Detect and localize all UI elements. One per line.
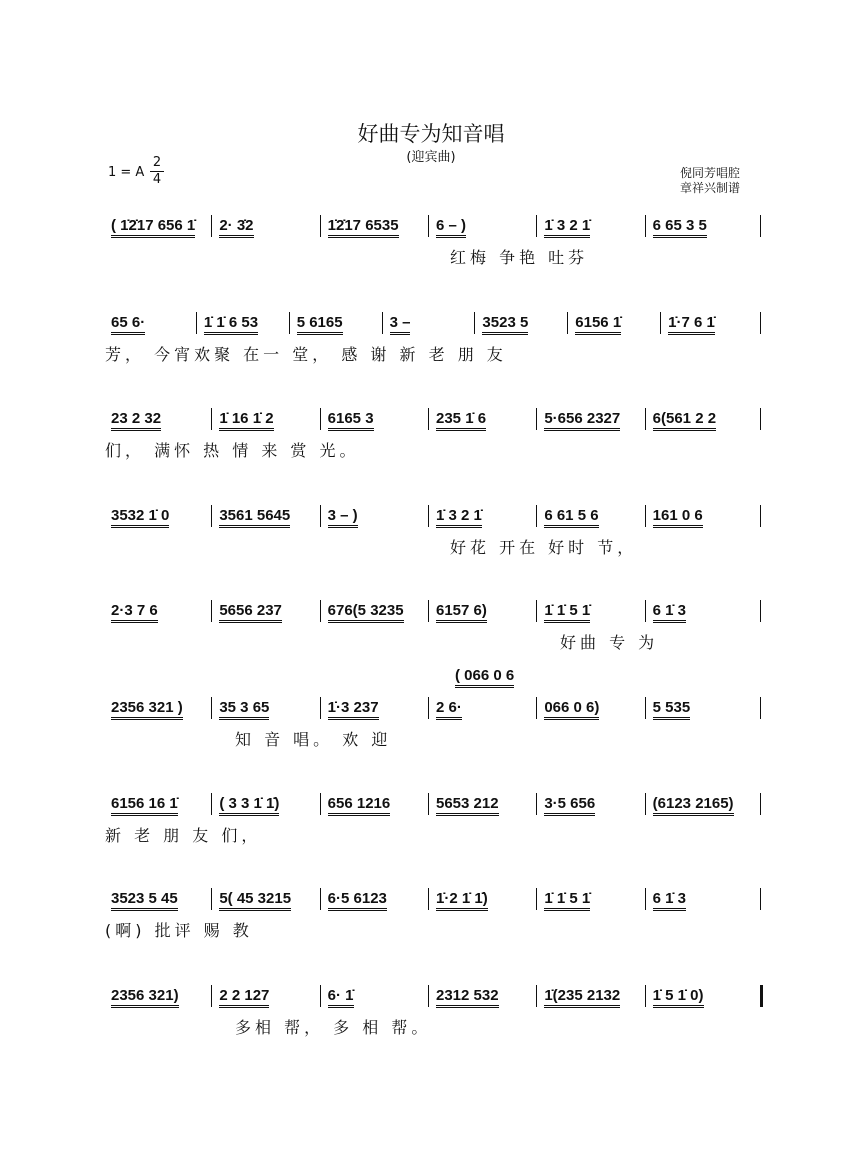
measure-notes: 066 0 6) [544,699,599,720]
barline [289,312,290,334]
score-row [105,600,765,660]
score-row [105,667,765,757]
measure-notes: 6156 1̇ [575,314,621,335]
measure-notes: 235 1̇ 6 [436,410,486,431]
barline [211,600,212,622]
time-sig-top: 2 [152,155,162,170]
measure-notes: 3523 5 [482,314,528,335]
measure-notes: 3 – [390,314,411,335]
final-barline [760,985,763,1007]
barline [536,215,537,237]
measure-notes: 1̇ 1̇ 6 53 [204,314,258,335]
barline [760,505,761,527]
barline [320,215,321,237]
measure-notes: 1̇·7 6 1̇ [668,314,715,335]
barline [428,793,429,815]
barline [645,793,646,815]
measure-notes: 1̇ 3 2 1̇ [544,217,590,238]
barline [645,697,646,719]
barline [645,985,646,1007]
measure-notes: 6·5 6123 [328,890,387,911]
barline [211,215,212,237]
measure-notes: ( 1̇2̇17 656 1̇ [111,217,195,238]
barline [320,505,321,527]
measure-notes: 161 0 6 [653,507,703,528]
alternate-notes: ( 066 0 6 [455,667,514,688]
measure-notes: 23 2 32 [111,410,161,431]
measure-notes: 6 65 3 5 [653,217,707,238]
barline [428,697,429,719]
measure-notes: 2312 532 [436,987,499,1008]
measure-notes: 35 3 65 [219,699,269,720]
score-row [105,888,765,948]
barline [760,793,761,815]
lyrics-line: 好花 开在 好时 节， [450,538,638,557]
barline [645,888,646,910]
barline [196,312,197,334]
barline [428,888,429,910]
barline [760,600,761,622]
measure-notes: 6(561 2 2 [653,410,716,431]
measure-notes: 6156 16 1̇ [111,795,178,816]
measure-notes: 1̇ 16 1̇ 2 [219,410,273,431]
measure-notes: 6165 3 [328,410,374,431]
credits [680,166,740,196]
credit-singer: 倪同芳唱腔 [680,166,741,180]
lyrics-line: (啊) 批评 赐 教 [105,921,253,940]
barline [536,888,537,910]
barline [320,600,321,622]
barline [645,408,646,430]
song-title: 好曲专为知音唱 [357,122,505,146]
barline [760,408,761,430]
barline [760,215,761,237]
barline [567,312,568,334]
barline [428,505,429,527]
lyrics-line: 芳， 今宵欢聚 在一 堂， 感 谢 新 老 朋 友 [105,345,507,364]
measure-notes: 1̇ 5 1̇ 0) [653,987,704,1008]
measure-notes: 2· 3̇2 [219,217,253,238]
barline [536,505,537,527]
measure-notes: 676(5 3235 [328,602,404,623]
measure-notes: 5 6165 [297,314,343,335]
barline [382,312,383,334]
measure-notes: 1̇ 3 2 1̇ [436,507,482,528]
barline [428,600,429,622]
barline [320,697,321,719]
measure-notes: (6123 2165) [653,795,734,816]
measure-notes: 2 2 127 [219,987,269,1008]
measure-notes: 2 6· [436,699,462,720]
barline [760,312,761,334]
measure-notes: 5( 45 3215 [219,890,291,911]
lyrics-line: 红梅 争艳 吐芬 [450,248,589,267]
barline [320,408,321,430]
barline [320,793,321,815]
measure-notes: 1̇(235 2132 [544,987,620,1008]
measure-notes: 2·3 7 6 [111,602,158,623]
measure-notes: 5656 237 [219,602,282,623]
measure-notes: 6 1̇ 3 [653,890,686,911]
measure-notes: 3·5 656 [544,795,595,816]
measure-notes: 6· 1̇ [328,987,354,1008]
barline [536,697,537,719]
score-row [105,985,765,1045]
measure-notes: 5653 212 [436,795,499,816]
measure-notes: 6 – ) [436,217,466,238]
measure-notes: 2356 321) [111,987,179,1008]
lyrics-line: 新 老 朋 友 们， [105,826,262,845]
measure-notes: 1̇2̇17 6535 [328,217,399,238]
song-subtitle: (迎宾曲) [406,150,456,165]
measure-notes: 3523 5 45 [111,890,178,911]
measure-notes: 5·656 2327 [544,410,620,431]
measure-notes: 2356 321 ) [111,699,183,720]
score-row [105,505,765,565]
barline [760,697,761,719]
measure-notes: 1̇·3 237 [328,699,379,720]
lyrics-line: 多相 帮， 多 相 帮。 [235,1018,432,1037]
score-row [105,793,765,853]
measure-notes: ( 3 3 1̇ 1̇) [219,795,279,816]
measure-notes: 3561 5645 [219,507,290,528]
measure-notes: 1̇·2 1̇ 1̇) [436,890,488,911]
barline [645,505,646,527]
barline [211,888,212,910]
time-signature [150,155,164,188]
measure-notes: 656 1216 [328,795,391,816]
measure-notes: 65 6· [111,314,145,335]
barline [428,408,429,430]
barline [211,505,212,527]
barline [211,793,212,815]
lyrics-line: 们， 满怀 热 情 来 赏 光。 [105,441,360,460]
measure-notes: 6 1̇ 3 [653,602,686,623]
measure-notes: 1̇ 1̇ 5 1̇ [544,602,590,623]
barline [660,312,661,334]
measure-notes: 3 – ) [328,507,358,528]
score-row [105,215,765,275]
barline [428,985,429,1007]
barline [474,312,475,334]
barline [645,600,646,622]
barline [760,888,761,910]
time-sig-bottom: 4 [152,172,162,187]
barline [211,408,212,430]
barline [536,985,537,1007]
lyrics-line: 好曲 专 为 [560,633,659,652]
score-row [105,408,765,468]
measure-notes: 3532 1̇ 0 [111,507,169,528]
barline [536,408,537,430]
barline [536,600,537,622]
barline [211,985,212,1007]
barline [645,215,646,237]
key-signature: 1 = A [108,165,145,180]
credit-arranger: 章祥兴制谱 [680,181,741,195]
barline [211,697,212,719]
barline [320,985,321,1007]
measure-notes: 1̇ 1̇ 5 1̇ [544,890,590,911]
measure-notes: 5 535 [653,699,691,720]
barline [320,888,321,910]
barline [428,215,429,237]
measure-notes: 6157 6) [436,602,487,623]
score-row [105,312,765,372]
measure-notes: 6 61 5 6 [544,507,598,528]
barline [536,793,537,815]
lyrics-line: 知 音 唱。 欢 迎 [235,730,392,749]
